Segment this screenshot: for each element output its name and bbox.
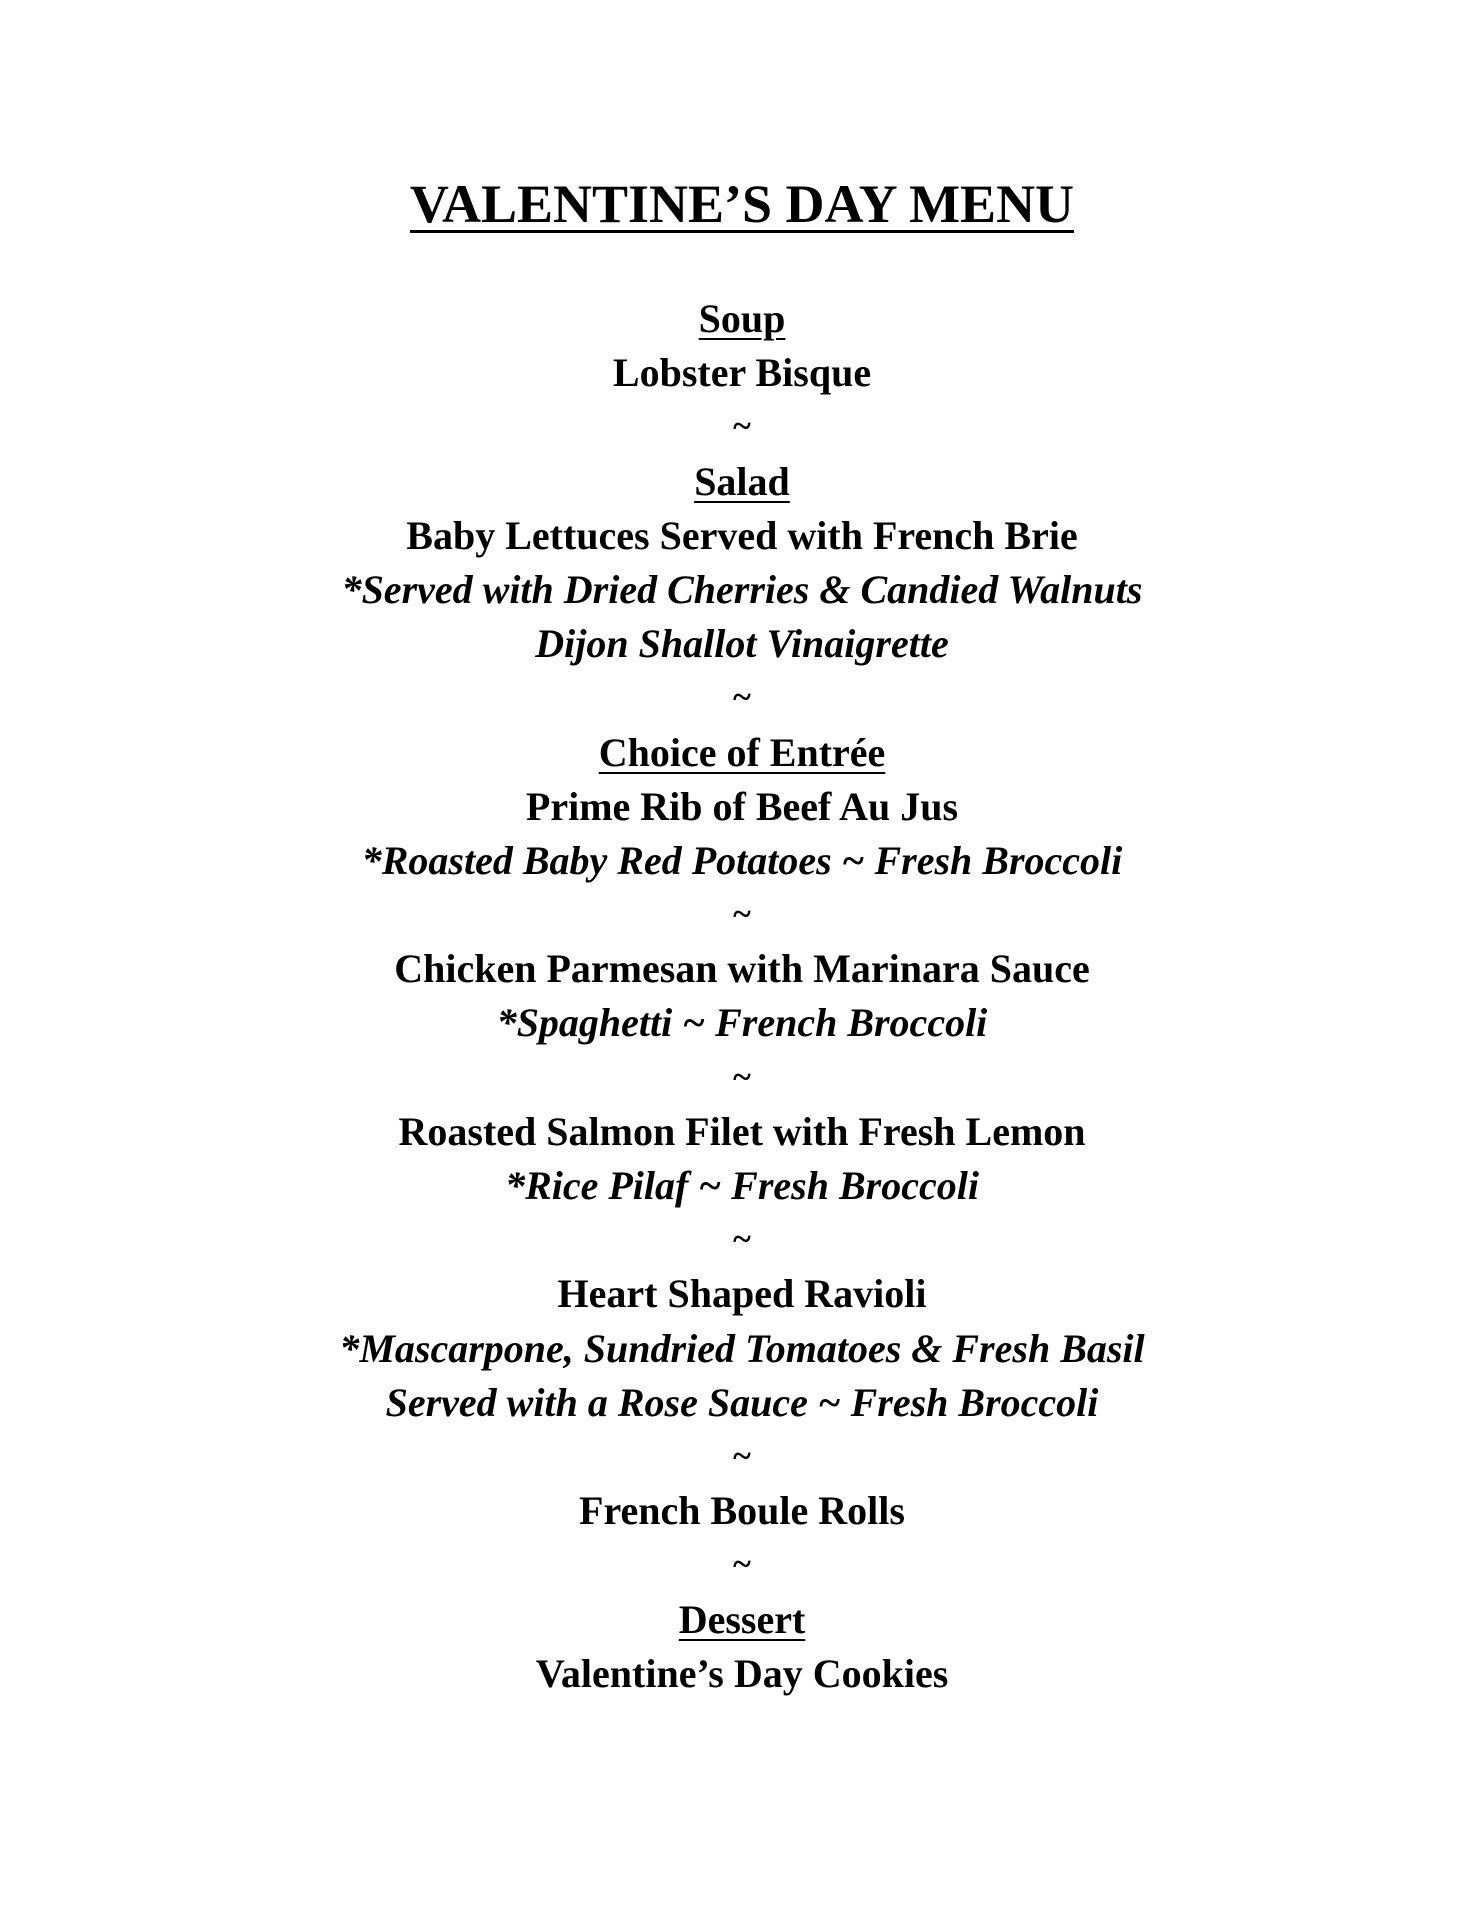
menu-body (0, 292, 1484, 1701)
salad-heading: Salad (694, 458, 790, 504)
separator: ~ (733, 1058, 751, 1096)
entree-item-ravioli: Heart Shaped Ravioli (557, 1271, 927, 1317)
salad-dressing: Dijon Shallot Vinaigrette (535, 621, 949, 667)
soup-item: Lobster Bisque (612, 350, 872, 396)
separator: ~ (733, 679, 751, 717)
soup-heading: Soup (698, 296, 786, 341)
entree-note-prime-rib: *Roasted Baby Red Potatoes ~ Fresh Broccoli (361, 837, 1123, 883)
entree-item-salmon: Roasted Salmon Filet with Fresh Lemon (398, 1108, 1086, 1154)
entree-note-ravioli: *Mascarpone, Sundried Tomatoes & Fresh Basil (339, 1325, 1145, 1371)
separator: ~ (733, 1437, 751, 1475)
entree-note-salmon: *Rice Pilaf ~ Fresh Broccoli (505, 1163, 979, 1208)
bread-item: French Boule Rolls (579, 1488, 905, 1534)
dessert-item: Valentine’s Day Cookies (535, 1650, 949, 1696)
menu-title: VALENTINE’S DAY MENU (409, 174, 1075, 234)
separator: ~ (733, 1546, 751, 1584)
entree-item-prime-rib: Prime Rib of Beef Au Jus (525, 783, 959, 829)
entree-sauce-ravioli: Served with a Rose Sauce ~ Fresh Broccoli (385, 1379, 1099, 1425)
separator: ~ (733, 1221, 751, 1259)
entree-heading: Choice of Entrée (598, 729, 886, 775)
separator: ~ (733, 408, 751, 446)
salad-note: *Served with Dried Cherries & Candied Walnuts (341, 566, 1143, 612)
salad-item: Baby Lettuces Served with French Brie (406, 512, 1078, 558)
dessert-heading: Dessert (678, 1596, 806, 1642)
entree-note-chicken-parmesan: *Spaghetti ~ French Broccoli (496, 1000, 988, 1046)
separator: ~ (733, 896, 751, 934)
entree-item-chicken-parmesan: Chicken Parmesan with Marinara Sauce (394, 946, 1090, 992)
